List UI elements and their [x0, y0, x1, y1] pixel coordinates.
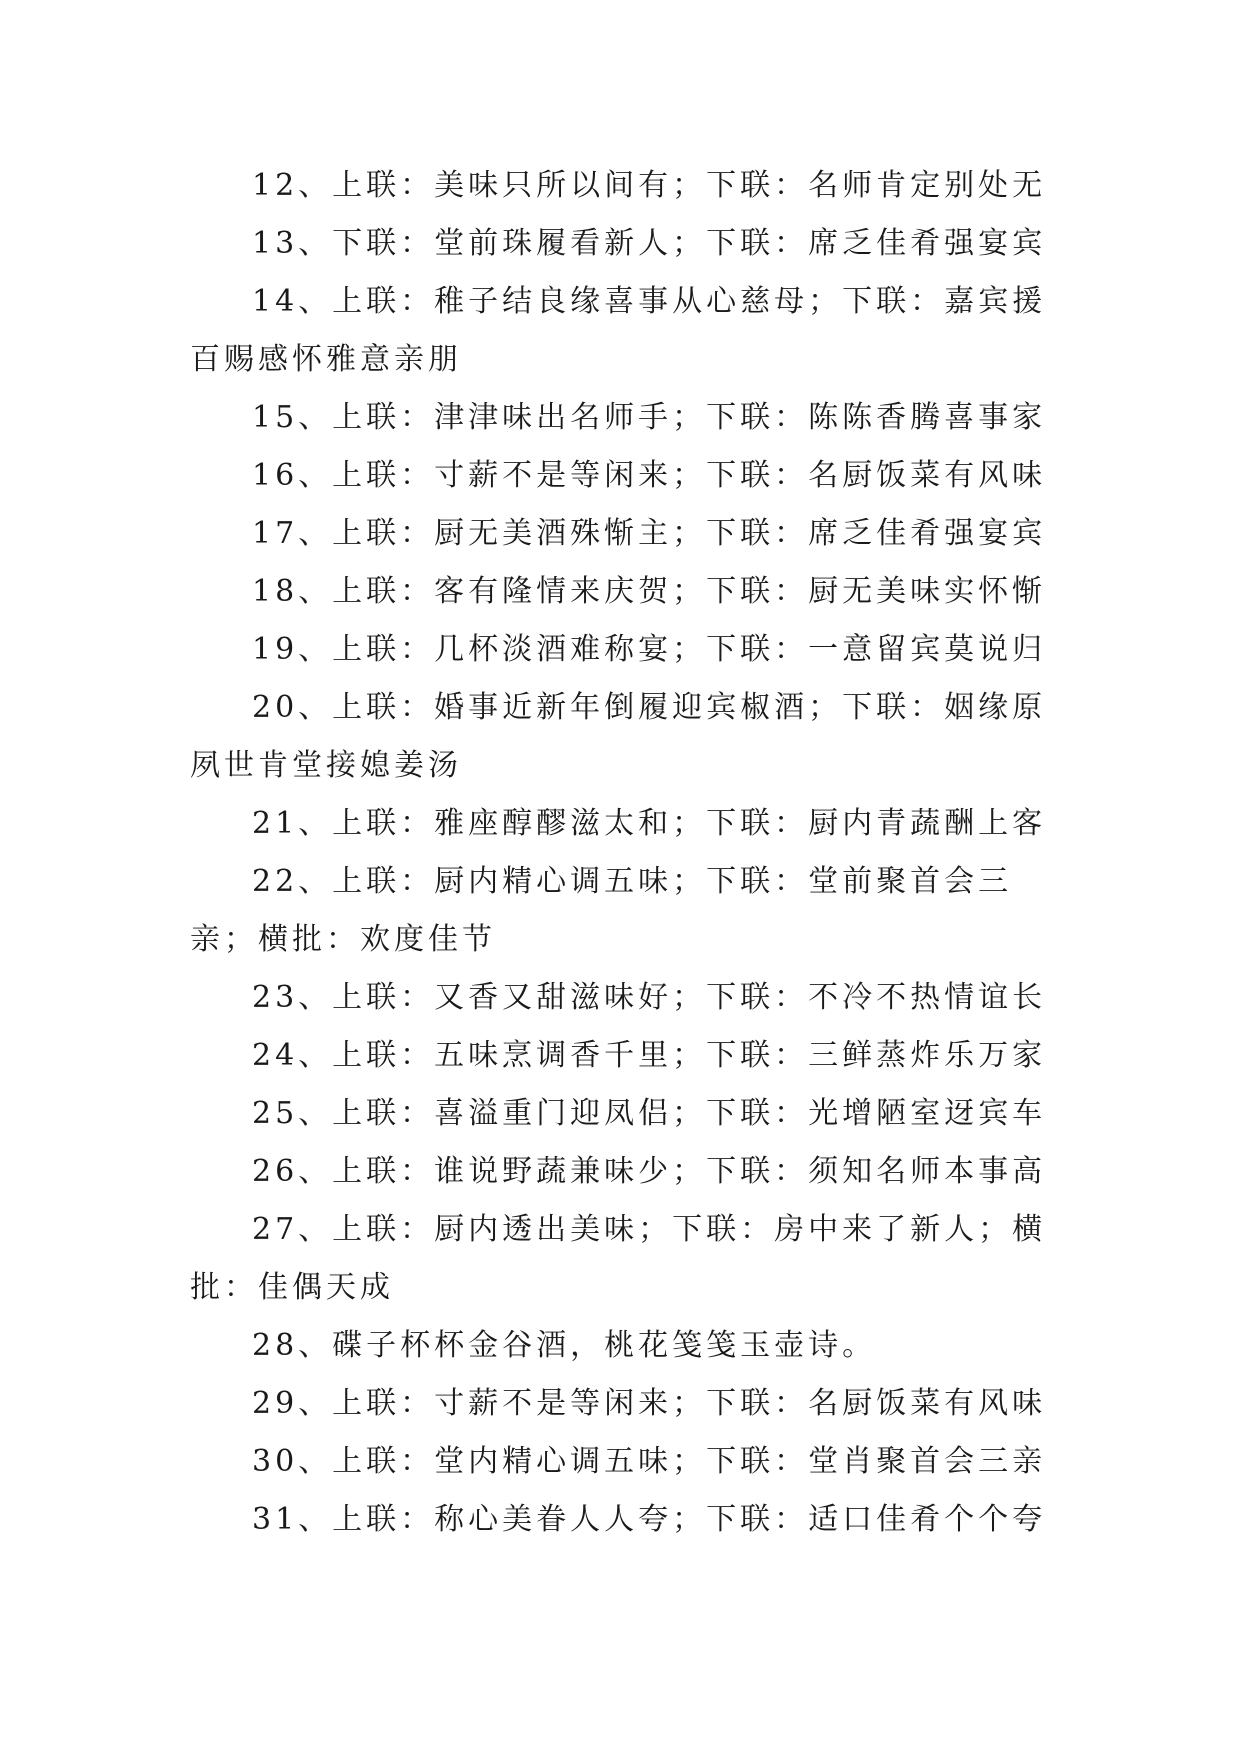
couplet-paragraph-23: 23、上联：又香又甜滋味好；下联：不冷不热情谊长	[252, 980, 1047, 1015]
couplet-paragraph-30: 30、上联：堂内精心调五味；下联：堂肖聚首会三亲	[252, 1444, 1047, 1479]
couplet-paragraph-15: 15、上联：津津味出名师手；下联：陈陈香腾喜事家	[252, 400, 1047, 435]
couplet-paragraph-12: 12、上联：美味只所以间有；下联：名师肯定别处无	[252, 168, 1047, 203]
document-body	[190, 157, 1070, 1549]
couplet-paragraph-16: 16、上联：寸薪不是等闲来；下联：名厨饭菜有风味	[252, 458, 1047, 493]
couplet-paragraph-22: 22、上联：厨内精心调五味；下联：堂前聚首会三亲；横批：欢度佳节	[190, 864, 1013, 957]
couplet-paragraph-20: 20、上联：婚事近新年倒履迎宾椒酒；下联：姻缘原夙世肯堂接媳姜汤	[190, 690, 1047, 783]
couplet-paragraph-21: 21、上联：雅座醇醪滋太和；下联：厨内青蔬酬上客	[252, 806, 1047, 841]
couplet-paragraph-17: 17、上联：厨无美酒殊惭主；下联：席乏佳肴强宴宾	[252, 516, 1047, 551]
couplet-paragraph-26: 26、上联：谁说野蔬兼味少；下联：须知名师本事高	[252, 1154, 1047, 1189]
couplet-paragraph-19: 19、上联：几杯淡酒难称宴；下联：一意留宾莫说归	[252, 632, 1047, 667]
couplet-paragraph-25: 25、上联：喜溢重门迎凤侣；下联：光增陋室迓宾车	[252, 1096, 1047, 1131]
couplet-paragraph-13: 13、下联：堂前珠履看新人；下联：席乏佳肴强宴宾	[252, 226, 1047, 261]
couplet-paragraph-18: 18、上联：客有隆情来庆贺；下联：厨无美味实怀惭	[252, 574, 1047, 609]
couplet-paragraph-28: 28、碟子杯杯金谷酒，桃花笺笺玉壶诗。	[252, 1328, 877, 1363]
couplet-paragraph-14: 14、上联：稚子结良缘喜事从心慈母；下联：嘉宾援百赐感怀雅意亲朋	[190, 284, 1047, 377]
couplet-paragraph-29: 29、上联：寸薪不是等闲来；下联：名厨饭菜有风味	[252, 1386, 1047, 1421]
couplet-paragraph-27: 27、上联：厨内透出美味；下联：房中来了新人；横批：佳偶天成	[190, 1212, 1047, 1305]
couplet-paragraph-31: 31、上联：称心美眷人人夸；下联：适口佳肴个个夸	[252, 1502, 1047, 1537]
couplet-paragraph-24: 24、上联：五味烹调香千里；下联：三鲜蒸炸乐万家	[252, 1038, 1047, 1073]
